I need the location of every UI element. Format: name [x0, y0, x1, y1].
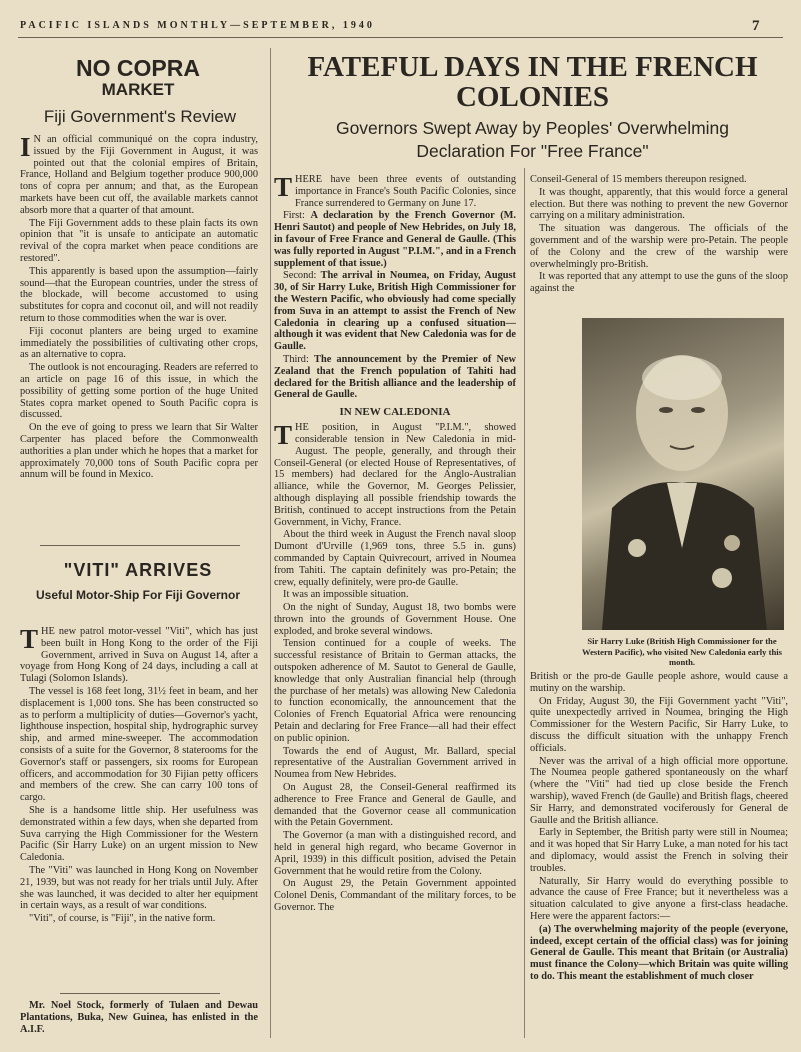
- drop-cap: T: [274, 174, 293, 202]
- article-paragraph: Never was the arrival of a high official more opportune. The Noumea people gathered spontaneously on the wharf (where the "Viti" had tied up close beside the French warship), waved French (de Gaulle) and British flags, cheered Sir Harry, and demonstrated vociferously for General de Gaulle and the British alliance.: [530, 755, 788, 826]
- fateful-article-column-1: [274, 174, 516, 1038]
- copra-paragraph: Fiji coconut planters are being urged to examine immediately the possibilities of cultivating other crops, as an alternative to copra.: [20, 325, 258, 361]
- drop-cap: I: [20, 134, 31, 162]
- copra-title-2: MARKET: [101, 80, 175, 99]
- article-paragraph: On August 28, the Conseil-General reaffirmed its adherence to Free France and General de Gaulle, and demanded that the Governor cease all communication with the Petain Government.: [274, 782, 516, 829]
- article-paragraph: British or the pro-de Gaulle people ashore, would cause a mutiny on the warship.: [530, 671, 788, 694]
- article-paragraph: Early in September, the British party were still in Noumea; and it was hoped that Sir Harry Luke, a man noted for his tact and diplomacy, would assist the French in solving their troubles.: [530, 827, 788, 874]
- copra-subtitle: Fiji Government's Review: [43, 107, 237, 126]
- event-paragraph: The announcement by the Premier of New Zealand that the French population of Tahiti had declared for the British alliance and the leadership of General de Gaulle.: [274, 353, 516, 401]
- article-paragraph: It was reported that any attempt to use the guns of the sloop against the: [530, 271, 788, 295]
- stock-note: [20, 1000, 258, 1036]
- viti-article: [20, 626, 258, 986]
- event-paragraph: A declaration by the French Governor (M. Henri Sautot) and people of New Hebrides, on July 18, in favour of Free France and General de Gaulle. (This was fully reported in August "P.I.M.", and in a French supplement of that issue.): [274, 210, 516, 269]
- article-paragraph: About the third week in August the French naval sloop Dumont d'Urville (1,969 tons, three 5.5 in. guns) commanded by Captain Quivrecourt, arrived in Noumea from Tahiti. The captain definitely was pro-Petain; the crew, equally definitely, were pro-de Gaulle.: [274, 529, 516, 588]
- section-rule: [60, 993, 220, 994]
- copra-paragraph: On the eve of going to press we learn that Sir Walter Carpenter has placed before the Commonwealth authorities a plan under which he hopes that a market for approximately 70,000 tons of South Pacific copra per annum will be found in Mexico.: [20, 422, 258, 481]
- copra-article: [20, 134, 258, 536]
- page-number: 7: [752, 18, 760, 34]
- article-paragraph: The situation was dangerous. The officials of the government and of the warship were pro-Petain. The people of the Colony and the crew of the warship were overwhelmingly pro-British.: [530, 223, 788, 270]
- header-rule: [18, 37, 783, 38]
- event-lead: Second:: [283, 270, 317, 282]
- viti-title: "VITI" ARRIVES: [63, 560, 213, 580]
- event-lead: Third:: [283, 353, 309, 365]
- article-paragraph: It was an impossible situation.: [283, 589, 409, 601]
- article-paragraph: Towards the end of August, Mr. Ballard, special representative of the Australian Government arrived in Noumea from New Hebrides.: [274, 745, 516, 781]
- main-subtitle: Governors Swept Away by Peoples' Overwhelming: [335, 118, 730, 138]
- article-paragraph: On Friday, August 30, the Fiji Government yacht "Viti", quite unexpectedly arrived in Noumea, bringing the High Commissioner for the Western Pacific, Sir Harry Luke, to discuss the difficult situation with the unhappy French officials.: [530, 695, 788, 754]
- article-paragraph: Tension continued for a couple of weeks. The successful resistance of Britain to German attacks, the outspoken adherence of M. Sautot to General de Gaulle, knowledge that only Australian financial help (through the purchase of her metals) was allowing New Caledonia to function economically, the announcement that the Colonies of French Equatorial Africa were renouncing Petain and declaring for Free France—all had their effect on public opinion.: [274, 638, 516, 744]
- column-divider: [524, 168, 525, 1038]
- portrait-illustration: [582, 318, 784, 630]
- viti-paragraph: HE new patrol motor-vessel "Viti", which has just been built in Hong Kong to the order of the Fiji Government, arrived in Suva on August 14, after a voyage from Hong Kong of 24 days, including a call at Tulagi (Solomon Islands).: [20, 626, 258, 685]
- viti-paragraph: She is a handsome little ship. Her usefulness was demonstrated within a few days, when she departed from Suva carrying the High Commissioner for the Western Pacific (Sir Harry Luke) on an urgent mission to New Caledonia.: [20, 804, 258, 864]
- photo-caption: Sir Harry Luke (British High Commissioner for the Western Pacific), who visited New Caledonia early this month.: [581, 636, 783, 667]
- article-paragraph: Naturally, Sir Harry would do everything possible to advance the cause of Free France; but it nevertheless was a situation calculated to give anyone a first-class headache. Here were the apparent factors:—: [530, 875, 788, 922]
- section-heading: IN NEW CALEDONIA: [339, 406, 451, 419]
- article-paragraph: It was thought, apparently, that this would force a general election. But there was nothing to prevent the new Governor carrying on a military administration.: [530, 186, 788, 222]
- article-paragraph: On August 29, the Petain Government appointed Colonel Denis, Commandant of the military forces, to be Governor. The: [274, 878, 516, 914]
- stock-paragraph: Mr. Noel Stock, formerly of Tulaen and Dewau Plantations, Buka, New Guinea, has enlisted in the A.I.F.: [20, 1000, 258, 1035]
- main-title-2: COLONIES: [455, 81, 610, 113]
- article-paragraph: The Governor (a man with a distinguished record, and held in general high regard, who became Governor in April, 1939) in this difficult position, advised the Petain Government that he would retire from the Colony.: [274, 830, 516, 877]
- article-paragraph: HE position, in August "P.I.M.", showed considerable tension in New Caledonia in mid-August. The people, generally, and through their Conseil-General (or elected House of Representatives, of 15 members) had declared for the Anglo-Australian alliance, while the Governor, M. Georges Pelissier, although displaying all possible friendship towards the British, continued to accept instructions from the Petain Government, in Vichy, France.: [274, 422, 516, 528]
- article-paragraph: HERE have been three events of outstanding importance in France's South Pacific Colonies, since France surrendered to Germany on June 17.: [295, 174, 516, 209]
- copra-title: NO COPRA: [76, 55, 200, 81]
- article-paragraph: Conseil-General of 15 members thereupon resigned.: [530, 174, 747, 185]
- section-rule: [40, 545, 240, 546]
- copra-paragraph: N an official communiqué on the copra industry, issued by the Fiji Government in August, it was pointed out that the colonial empires of Britain, France, Holland and Belgium together produce 900,000 tons of copra per annum; and that, as the European markets have been cut off, the available markets cannot absorb more that a quarter of that amount.: [20, 134, 258, 216]
- main-title: FATEFUL DAYS IN THE FRENCH: [307, 51, 758, 83]
- article-paragraph: On the night of Sunday, August 18, two bombs were thrown into the grounds of Government House. One exploded, and broke several windows.: [274, 602, 516, 637]
- portrait-photo: [582, 318, 784, 630]
- column-divider: [270, 48, 271, 1038]
- copra-paragraph: The outlook is not encouraging. Readers are referred to an article on page 16 of this issue, in which the possibility of getting some portion of the huge United States copra market opened to South Pacific copra is discussed.: [20, 362, 258, 421]
- copra-paragraph: This apparently is based upon the assumption—fairly sound—that the European countries, under the stress of the blockade, will become accustomed to using substitutes for copra and coconut oil, and will not readily return to those commodities when the war is over.: [20, 265, 258, 324]
- main-subtitle-2: Declaration For "Free France": [416, 141, 649, 161]
- running-header: PACIFIC ISLANDS MONTHLY—SEPTEMBER, 1940: [20, 20, 375, 31]
- event-paragraph: The arrival in Noumea, on Friday, August 30, of Sir Harry Luke, British High Commissioner for the Western Pacific, who obviously had come specially from Suva in an attempt to assist the French of New Caledonia in clearing up a confused situation—although it was evident that New Caledonia was for de Gaulle.: [274, 270, 516, 353]
- copra-paragraph: The Fiji Government adds to these plain facts its own opinion that "it is unsafe to anticipate an automatic revival of the copra market when peace conditions are restored".: [20, 217, 258, 264]
- drop-cap: T: [20, 626, 39, 654]
- viti-paragraph: "Viti", of course, is "Fiji", in the native form.: [29, 913, 216, 925]
- viti-subtitle: Useful Motor-Ship For Fiji Governor: [36, 588, 240, 602]
- drop-cap: T: [274, 420, 293, 451]
- viti-paragraph: The "Viti" was launched in Hong Kong on November 21, 1939, but was not ready for her trials until July. After she was launched, it was decided to alter her equipment in certain ways, as a result of war conditions.: [20, 864, 258, 912]
- fateful-article-column-2-top: [530, 174, 788, 314]
- factor-paragraph: (a) The overwhelming majority of the people (everyone, indeed, except certain of the official class) was for joining General de Gaulle. This meant that Britain (or Australia) must finance the Colony—which Britain was quite willing to do. This meant the establishment of much closer: [530, 923, 788, 982]
- viti-paragraph: The vessel is 168 feet long, 31½ feet in beam, and her displacement is 1,000 tons. She has been constructed so as to perform a multiplicity of duties—Governor's yacht, lighthouse inspection, hospital ship, hydrographic survey ship, and armed mine-sweeper. The accommodation consists of a suite for the Governor, 8 staterooms for the Governor's staff or passengers, six rooms for European officers, and accommodation for 30 Fijian petty officers and members of the crew. She can carry 100 tons of cargo.: [20, 685, 258, 804]
- fateful-article-column-2-bottom: [530, 671, 788, 1039]
- event-lead: First:: [283, 210, 305, 222]
